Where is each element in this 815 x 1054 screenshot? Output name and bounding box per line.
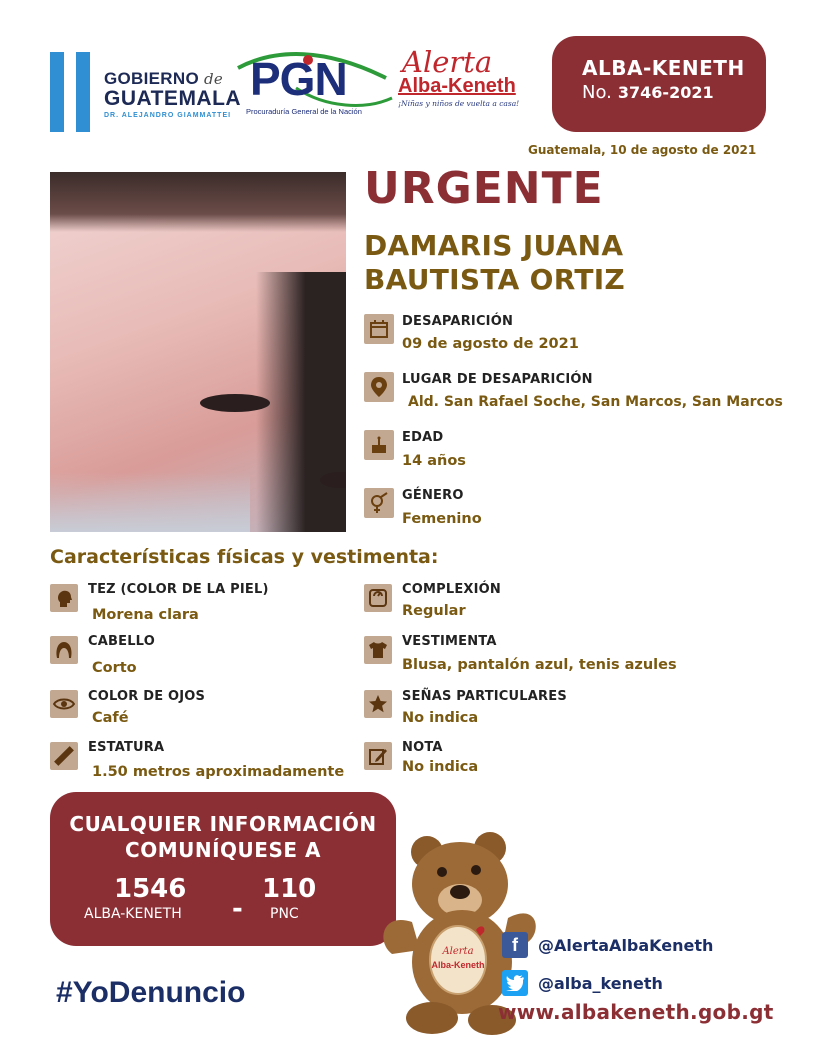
svg-text:Alba-Keneth: Alba-Keneth — [431, 960, 485, 970]
detail-label-edad: EDAD — [402, 430, 444, 445]
cake-icon — [364, 430, 394, 460]
pgn-logo-text: PGN — [250, 53, 347, 105]
char-value-estatura: 1.50 metros aproximadamente — [92, 764, 345, 780]
gobierno-l1: GOBIERNO — [104, 69, 199, 88]
issue-date: Guatemala, 10 de agosto de 2021 — [528, 143, 757, 157]
website-link[interactable]: www.albakeneth.gob.gt — [498, 1000, 774, 1024]
gobierno-de: de — [204, 70, 224, 88]
contact-line-1: CUALQUIER INFORMACIÓN — [69, 812, 377, 836]
char-value-complexion: Regular — [402, 603, 466, 619]
contact-separator: - — [232, 894, 243, 924]
case-no-label: No. — [582, 82, 612, 103]
contact-number-pnc: 110 — [262, 874, 317, 904]
char-label-senas: SEÑAS PARTICULARES — [402, 689, 567, 704]
case-number: 3746-2021 — [617, 83, 714, 102]
char-value-tez: Morena clara — [92, 607, 199, 623]
star-icon — [364, 690, 392, 718]
head-profile-icon — [50, 584, 78, 612]
char-value-senas: No indica — [402, 710, 479, 726]
detail-label-desaparicion: DESAPARICIÓN — [402, 314, 514, 329]
char-label-nota: NOTA — [402, 740, 443, 755]
ruler-icon — [50, 742, 78, 770]
scale-icon — [364, 584, 392, 612]
person-name — [364, 229, 625, 297]
char-label-ojos: COLOR DE OJOS — [88, 689, 206, 704]
gobierno-logo — [104, 70, 241, 119]
gobierno-l2: GUATEMALA — [104, 87, 242, 110]
char-value-cabello: Corto — [92, 660, 137, 676]
char-label-tez: TEZ (COLOR DE LA PIEL) — [88, 582, 269, 597]
shirt-icon — [364, 636, 392, 664]
detail-label-lugar: LUGAR DE DESAPARICIÓN — [402, 372, 593, 387]
detail-value-genero: Femenino — [402, 511, 482, 527]
char-value-nota: No indica — [402, 759, 479, 775]
missing-person-photo — [50, 172, 346, 532]
urgent-heading: URGENTE — [364, 163, 604, 214]
char-label-complexion: COMPLEXIÓN — [402, 582, 502, 597]
hair-icon — [50, 636, 78, 664]
gender-icon — [364, 488, 394, 518]
contact-line-2: COMUNÍQUESE A — [125, 838, 321, 862]
char-label-cabello: CABELLO — [88, 634, 155, 649]
name-line-1: DAMARIS JUANA — [364, 229, 624, 262]
detail-value-edad: 14 años — [402, 453, 466, 469]
detail-value-lugar: Ald. San Rafael Soche, San Marcos, San Marcos — [408, 394, 783, 410]
name-line-2: BAUTISTA ORTIZ — [364, 263, 626, 296]
location-pin-icon — [364, 372, 394, 402]
alerta-logo-tagline: ¡Niñas y niños de vuelta a casa! — [398, 99, 520, 108]
contact-label-pnc: PNC — [270, 906, 299, 922]
characteristics-heading: Características físicas y vestimenta: — [50, 546, 439, 568]
bear-egg-text: Alerta — [442, 946, 474, 957]
alerta-logo-script: Alerta — [402, 45, 493, 79]
alerta-logo-name: Alba-Keneth — [398, 75, 516, 97]
gobierno-l3: DR. ALEJANDRO GIAMMATTEI — [104, 112, 232, 119]
pgn-subtitle: Procuraduría General de la Nación — [246, 107, 362, 116]
case-number-box — [552, 36, 766, 132]
alerta-logo — [398, 45, 533, 108]
detail-label-genero: GÉNERO — [402, 488, 464, 503]
facebook-handle[interactable]: @AlertaAlbaKeneth — [538, 936, 714, 955]
note-pencil-icon — [364, 742, 392, 770]
facebook-icon: f — [502, 932, 528, 958]
eye-icon — [50, 690, 78, 718]
contact-number-albakeneth: 1546 — [114, 874, 187, 904]
hashtag: #YoDenuncio — [56, 976, 246, 1009]
twitter-icon — [502, 970, 528, 996]
detail-value-desaparicion: 09 de agosto de 2021 — [402, 336, 579, 352]
char-label-estatura: ESTATURA — [88, 740, 165, 755]
char-value-vestimenta: Blusa, pantalón azul, tenis azules — [402, 657, 677, 673]
twitter-handle[interactable]: @alba_keneth — [538, 974, 663, 993]
char-label-vestimenta: VESTIMENTA — [402, 634, 497, 649]
case-title: ALBA-KENETH — [582, 56, 745, 80]
char-value-ojos: Café — [92, 710, 129, 726]
calendar-icon — [364, 314, 394, 344]
contact-label-albakeneth: ALBA-KENETH — [84, 906, 182, 922]
gobierno-logo-bars — [50, 52, 96, 132]
contact-box — [50, 792, 396, 946]
